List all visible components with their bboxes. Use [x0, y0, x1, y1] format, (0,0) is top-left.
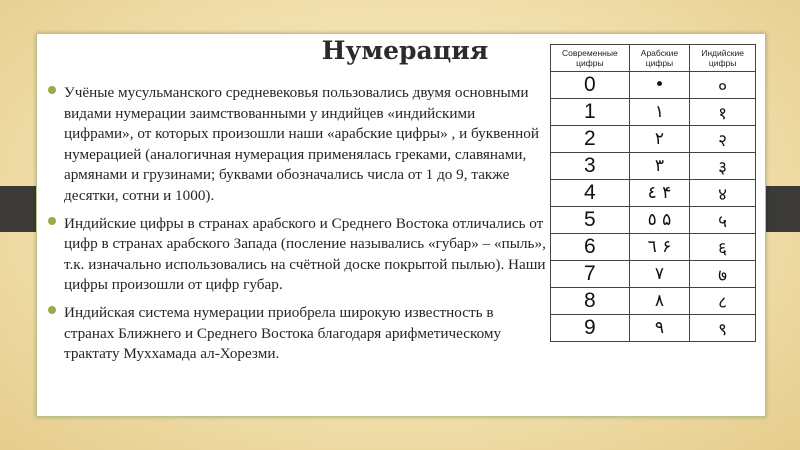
bullet-text: Индийская система нумерации приобрела широкую известность в странах Ближнего и Среднего Востока благодаря арифметическому трактату Муххамада ал-Хорезми. [64, 303, 502, 363]
bullet-dot-icon [48, 86, 56, 94]
modern-digit: 7 [551, 261, 630, 288]
bullet-item [47, 302, 547, 364]
bullet-dot-icon [48, 217, 56, 225]
arabic-digit: ٣ [629, 153, 689, 180]
modern-digit: 9 [551, 315, 630, 342]
bullet-list [47, 82, 547, 371]
arabic-digit: ٨ [629, 288, 689, 315]
indian-digit: ५ [690, 207, 756, 234]
bullet-item [47, 82, 547, 206]
table-header-row [551, 45, 756, 72]
numerals-table [550, 44, 756, 342]
modern-digit: 5 [551, 207, 630, 234]
bullet-text: Учёные мусульманского средневековья пользовались двумя основными видами нумерации заимствованными у индийцев «индийскими цифрами», от которых произошли наши «арабские цифры» , и буквенной нумерацией (аналогичная нумерация применялась греками, славянами, армянами и грузинами; буквами обозначались числа от 1 до 9, также десятки, сотни и 1000). [64, 84, 539, 204]
bullet-item [47, 213, 547, 295]
table-row [551, 234, 756, 261]
modern-digit: 0 [551, 72, 630, 99]
arabic-digit: ٤ ۴ [629, 180, 689, 207]
arabic-digit: ٢ [629, 126, 689, 153]
table-row [551, 261, 756, 288]
modern-digit: 2 [551, 126, 630, 153]
arabic-digit: ٥ ۵ [629, 207, 689, 234]
table-row [551, 288, 756, 315]
indian-digit: ६ [690, 234, 756, 261]
arabic-digit: ٦ ۶ [629, 234, 689, 261]
arabic-digit: ١ [629, 99, 689, 126]
arabic-digit: ٧ [629, 261, 689, 288]
indian-digit: १ [690, 99, 756, 126]
indian-digit: २ [690, 126, 756, 153]
table-row [551, 153, 756, 180]
modern-digit: 4 [551, 180, 630, 207]
header-indian: Индийские цифры [690, 45, 756, 72]
bullet-dot-icon [48, 306, 56, 314]
table-row [551, 207, 756, 234]
table-row [551, 126, 756, 153]
table-row [551, 180, 756, 207]
modern-digit: 8 [551, 288, 630, 315]
indian-digit: ४ [690, 180, 756, 207]
header-modern: Современные цифры [551, 45, 630, 72]
indian-digit: ९ [690, 315, 756, 342]
table-row [551, 99, 756, 126]
arabic-digit: • [629, 72, 689, 99]
indian-digit: ३ [690, 153, 756, 180]
modern-digit: 6 [551, 234, 630, 261]
indian-digit: ७ [690, 261, 756, 288]
indian-digit: ० [690, 72, 756, 99]
modern-digit: 3 [551, 153, 630, 180]
header-arabic: Арабские цифры [629, 45, 689, 72]
arabic-digit: ٩ [629, 315, 689, 342]
slide-title: Нумерация [321, 36, 489, 65]
table-row [551, 72, 756, 99]
table-row [551, 315, 756, 342]
bullet-text: Индийские цифры в странах арабского и Среднего Востока отличались от цифр в странах арабского Запада (посление назывались «губар» – «пыль», т.к. изначально использовались на счётной доске покрытой пылью). Наши цифры произошли от цифр губар. [64, 214, 546, 294]
indian-digit: ८ [690, 288, 756, 315]
modern-digit: 1 [551, 99, 630, 126]
